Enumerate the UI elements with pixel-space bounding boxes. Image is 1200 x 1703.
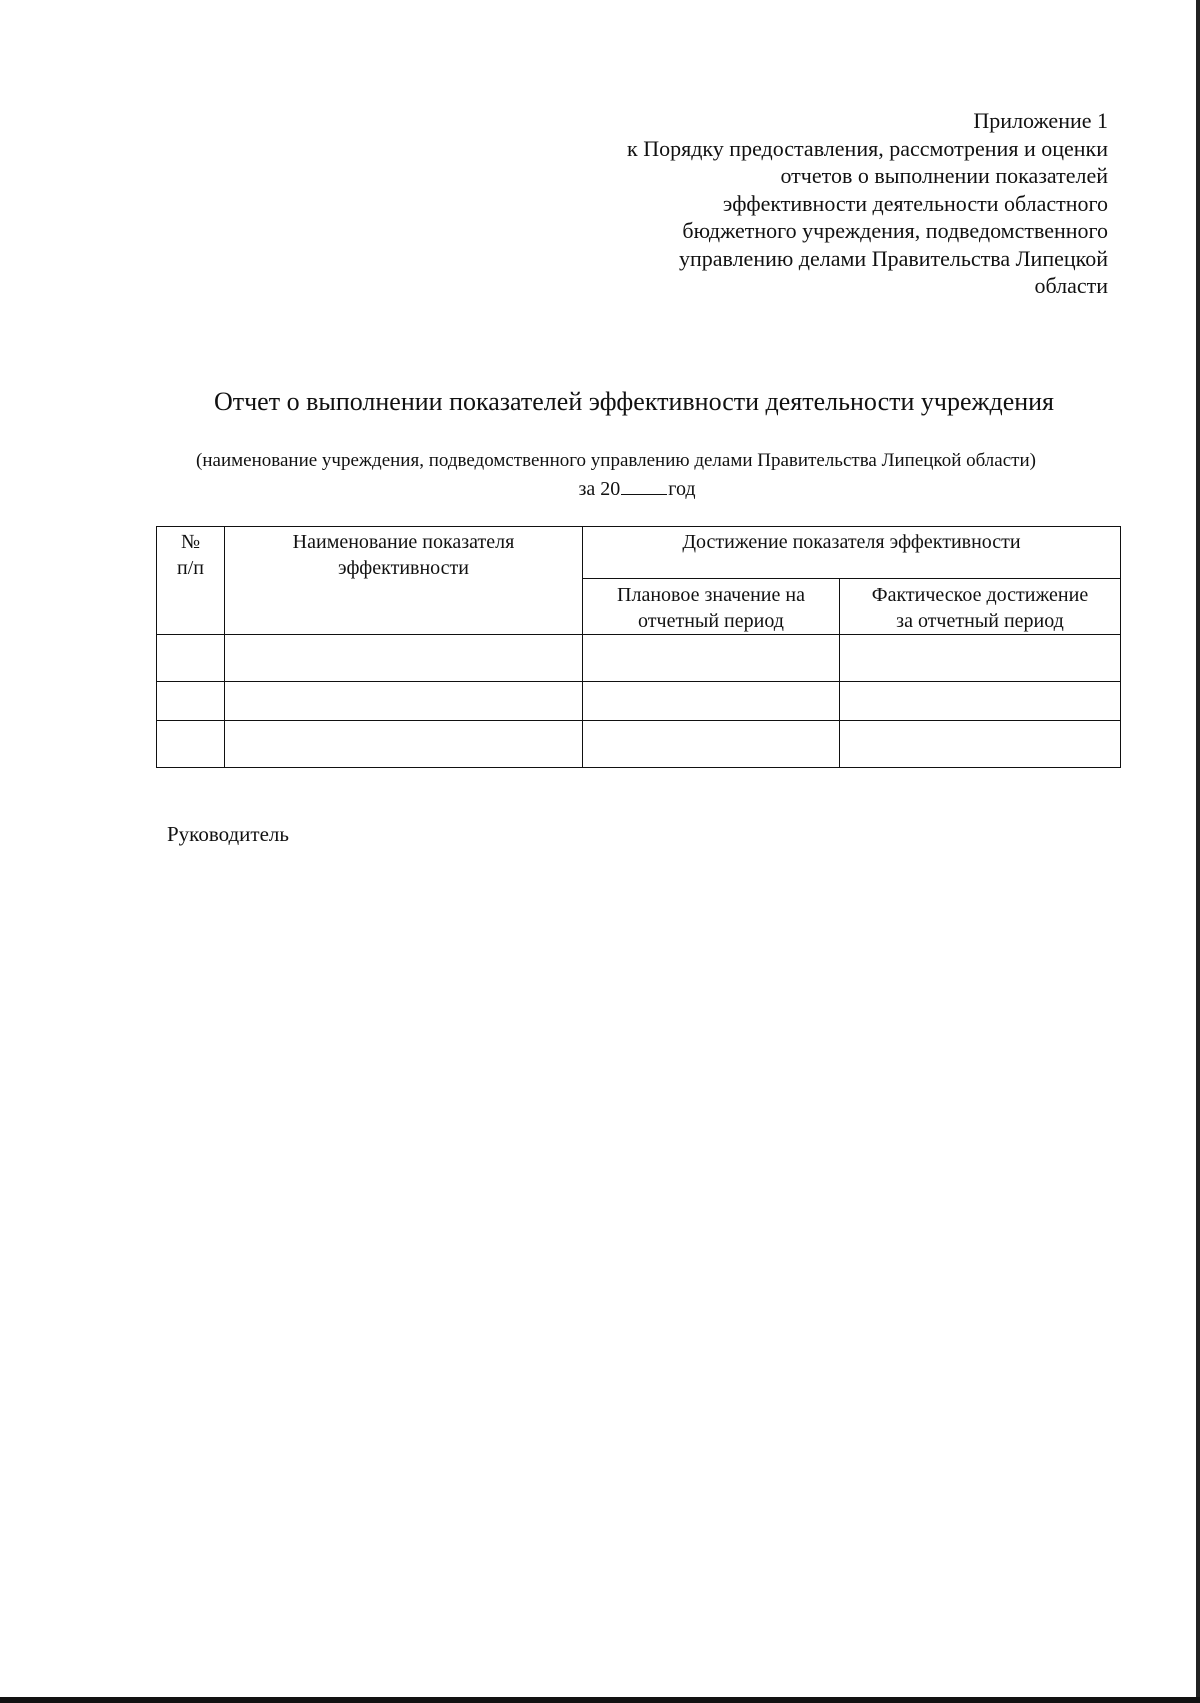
indicators-table	[156, 526, 1121, 768]
header-achievement	[583, 527, 1121, 579]
header-number	[157, 527, 225, 635]
header-planned-line: Плановое значение на	[617, 584, 805, 606]
header-actual-line: за отчетный период	[896, 610, 1064, 632]
appendix-line: Приложение 1	[973, 108, 1108, 133]
year-blank-field[interactable]	[621, 476, 667, 495]
cell-actual	[840, 635, 1121, 682]
header-indicator-line: Наименование показателя	[292, 531, 515, 553]
cell-planned	[583, 721, 840, 768]
cell-number	[157, 635, 225, 682]
header-indicator-name	[225, 527, 583, 635]
report-year-line	[0, 476, 1200, 502]
scan-edge-right	[1196, 0, 1200, 1703]
appendix-line: управлению делами Правительства Липецкой	[678, 245, 1108, 271]
appendix-header	[488, 107, 1108, 300]
scan-edge-bottom	[0, 1697, 1200, 1703]
signature-label: Руководитель	[167, 822, 289, 846]
appendix-line: бюджетного учреждения, подведомственного	[682, 218, 1108, 243]
appendix-line: области	[1034, 273, 1108, 298]
cell-indicator-name	[225, 635, 583, 682]
cell-number	[157, 721, 225, 768]
header-actual-line: Фактическое достижение	[871, 584, 1089, 606]
table-row	[157, 635, 1121, 682]
institution-caption: (наименование учреждения, подведомственного управлению делами Правительства Липецкой области)	[196, 450, 1036, 471]
header-planned-line: отчетный период	[638, 610, 784, 632]
cell-indicator-name	[225, 682, 583, 721]
appendix-line: эффективности деятельности областного	[722, 190, 1108, 216]
table-row	[157, 682, 1121, 721]
document-title: Отчет о выполнении показателей эффективности деятельности учреждения	[213, 387, 1055, 416]
cell-actual	[840, 721, 1121, 768]
cell-planned	[583, 682, 840, 721]
header-number-line: п/п	[177, 557, 204, 579]
header-number-line: №	[180, 531, 201, 553]
cell-planned	[583, 635, 840, 682]
appendix-line: к Порядку предоставления, рассмотрения и оценки	[627, 135, 1108, 161]
table-row	[157, 721, 1121, 768]
year-prefix: за 20	[578, 478, 621, 500]
cell-number	[157, 682, 225, 721]
cell-indicator-name	[225, 721, 583, 768]
appendix-line: отчетов о выполнении показателей	[780, 163, 1108, 188]
header-achievement-label: Достижение показателя эффективности	[682, 531, 1021, 553]
year-suffix: год	[668, 478, 696, 500]
header-planned	[583, 579, 840, 635]
header-indicator-line: эффективности	[337, 557, 469, 579]
header-actual	[840, 579, 1121, 635]
cell-actual	[840, 682, 1121, 721]
